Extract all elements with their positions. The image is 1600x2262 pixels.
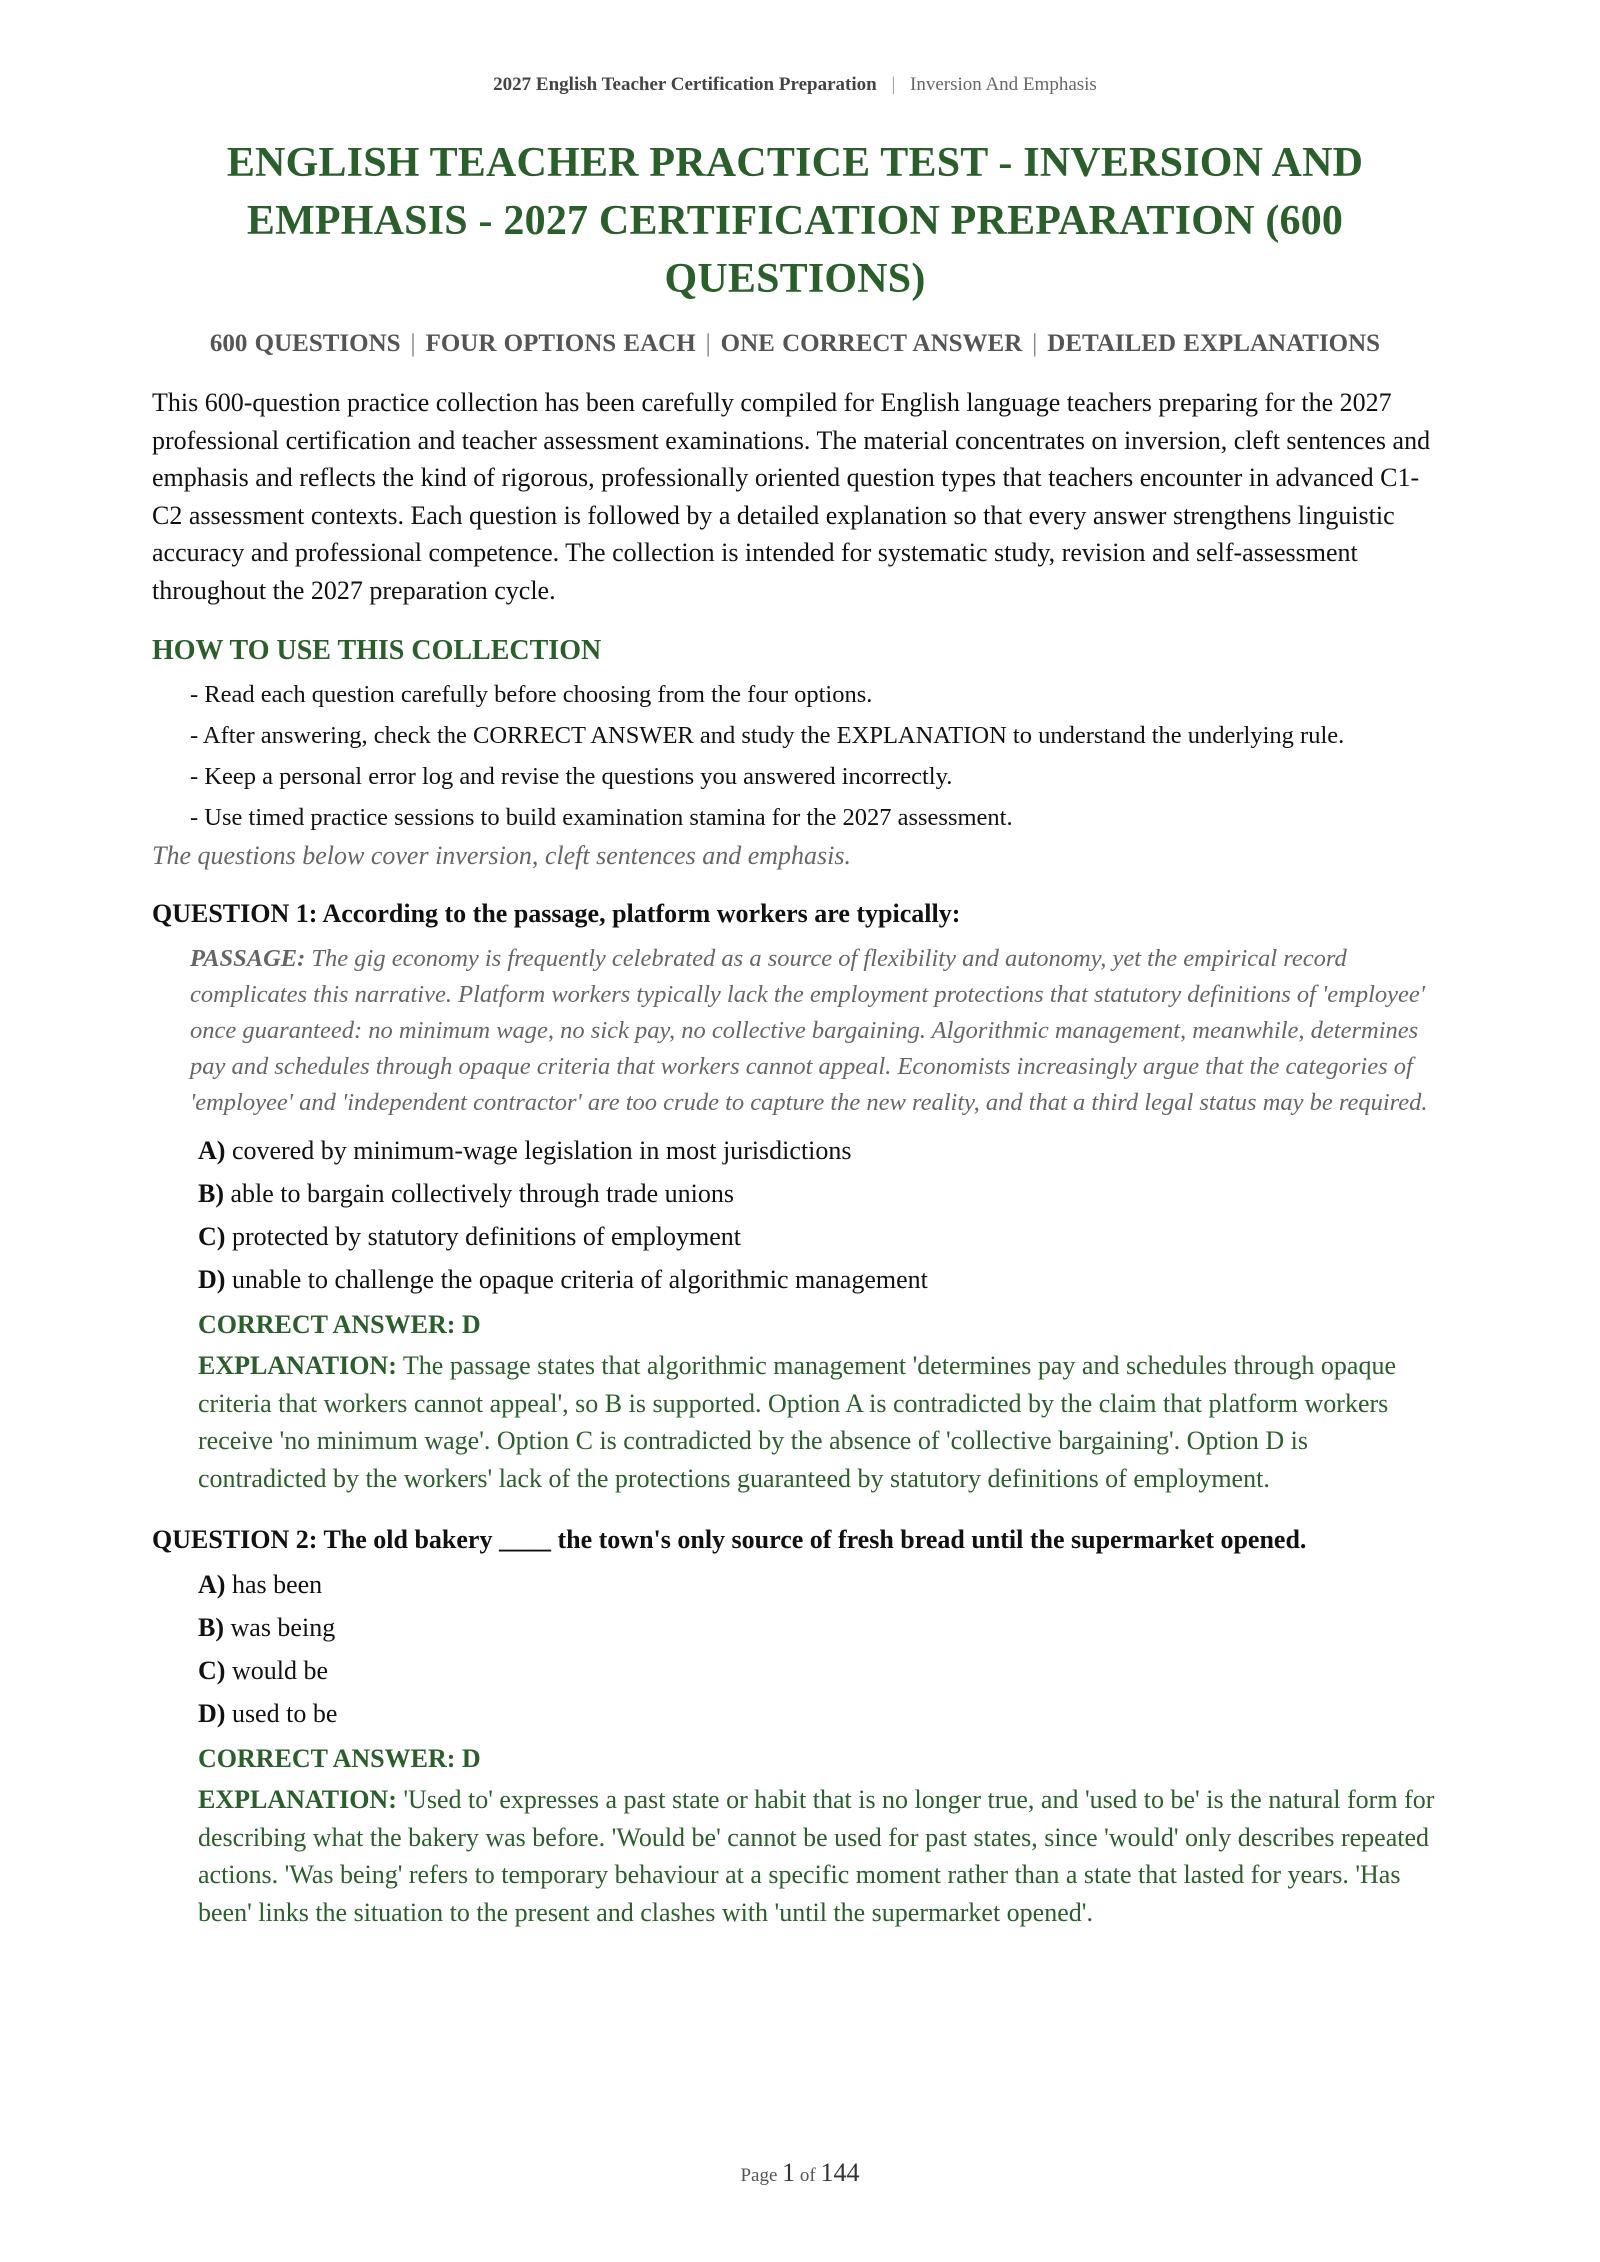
total-pages: 144: [820, 2158, 860, 2187]
option-d: [198, 1258, 1438, 1301]
subtitle-item: 600 QUESTIONS: [209, 330, 401, 357]
option-d: [198, 1692, 1438, 1735]
option-letter: D): [198, 1265, 226, 1294]
explanation: [198, 1781, 1438, 1931]
header-separator: |: [891, 74, 896, 95]
answer-options: [198, 1129, 1438, 1301]
passage-text: The gig economy is frequently celebrated as a source of flexibility and autonomy, yet the empirical record complicates this narrative. Platform workers typically lack the employment protections that statutory definitions of 'employee' once guaranteed: no minimum wage, no sick pay, no collective bargaining. Algorithmic management, meanwhile, determines pay and schedules through opaque criteria that workers cannot appeal. Economists increasingly argue that the categories of 'employee' and 'independent contractor' are too crude to capture the new reality, and that a third legal status may be required.: [190, 945, 1428, 1116]
subtitle-separator: |: [1032, 330, 1038, 357]
option-c: [198, 1215, 1438, 1258]
question-stem: QUESTION 2: The old bakery ____ the town's only source of fresh bread until the supermarket opened.: [152, 1525, 1307, 1554]
document-page: [152, 0, 1438, 1931]
subtitle-item: FOUR OPTIONS EACH: [425, 330, 696, 357]
option-b: [198, 1172, 1438, 1215]
page-footer: [0, 2158, 1600, 2188]
subtitle-item: DETAILED EXPLANATIONS: [1047, 330, 1381, 357]
correct-answer: CORRECT ANSWER: D: [198, 1310, 481, 1339]
option-text: would be: [231, 1656, 328, 1685]
option-text: protected by statutory definitions of employment: [231, 1222, 741, 1251]
option-a: [198, 1129, 1438, 1172]
list-item: - Read each question carefully before choosing from the four options.: [190, 681, 873, 708]
correct-answer: CORRECT ANSWER: D: [198, 1744, 481, 1773]
explanation-text: 'Used to' expresses a past state or habit that is no longer true, and 'used to be' is the natural form for describing what the bakery was before. 'Would be' cannot be used for past states, since 'would' only describes repeated actions. 'Was being' refers to temporary behaviour at a specific moment rather than a state that lasted for years. 'Has been' links the situation to the present and clashes with 'until the supermarket opened'.: [198, 1785, 1435, 1927]
option-b: [198, 1606, 1438, 1649]
subtitle-separator: |: [410, 330, 416, 357]
explanation-text: The passage states that algorithmic management 'determines pay and schedules through opaque criteria that workers cannot appeal', so B is supported. Option A is contradicted by the claim that platform workers receive 'no minimum wage'. Option C is contradicted by the absence of 'collective bargaining'. Option D is contradicted by the workers' lack of the protections guaranteed by statutory definitions of employment.: [198, 1351, 1396, 1493]
option-letter: C): [198, 1222, 226, 1251]
page-word: Page: [740, 2165, 778, 2186]
option-text: has been: [231, 1570, 323, 1599]
passage-label: PASSAGE:: [190, 945, 306, 972]
of-word: of: [799, 2165, 816, 2186]
header-series-title: 2027 English Teacher Certification Preparation: [493, 74, 877, 95]
intro-paragraph: This 600-question practice collection has been carefully compiled for English language teachers preparing for the 2027 professional certification and teacher assessment examinations. The material concentrates on inversion, cleft sentences and emphasis and reflects the kind of rigorous, professionally oriented question types that teachers encounter in advanced C1-C2 assessment contexts. Each question is followed by a detailed explanation so that every answer strengthens linguistic accuracy and professional competence. The collection is intended for systematic study, revision and self-assessment throughout the 2027 preparation cycle.: [152, 388, 1431, 605]
option-text: unable to challenge the opaque criteria of algorithmic management: [231, 1265, 928, 1294]
how-to-use-list: [152, 677, 1438, 835]
answer-options: [198, 1563, 1438, 1735]
option-letter: B): [198, 1179, 224, 1208]
subtitle-item: ONE CORRECT ANSWER: [720, 330, 1023, 357]
subtitle-separator: |: [705, 330, 711, 357]
option-text: used to be: [231, 1699, 338, 1728]
option-text: was being: [230, 1613, 336, 1642]
option-letter: A): [198, 1570, 226, 1599]
list-item: - Keep a personal error log and revise the questions you answered incorrectly.: [190, 763, 953, 790]
explanation-label: EXPLANATION:: [198, 1351, 397, 1380]
question-2: [152, 1525, 1438, 1931]
option-a: [198, 1563, 1438, 1606]
current-page-number: 1: [782, 2158, 796, 2187]
option-letter: A): [198, 1136, 226, 1165]
question-stem: QUESTION 1: According to the passage, platform workers are typically:: [152, 899, 961, 928]
reading-passage: [190, 941, 1438, 1121]
explanation-label: EXPLANATION:: [198, 1785, 397, 1814]
document-title: ENGLISH TEACHER PRACTICE TEST - INVERSION AND EMPHASIS - 2027 CERTIFICATION PREPARATION (600 QUESTIONS): [226, 140, 1364, 302]
header-topic: Inversion And Emphasis: [910, 74, 1097, 95]
option-letter: D): [198, 1699, 226, 1728]
option-letter: B): [198, 1613, 224, 1642]
how-to-use-heading: HOW TO USE THIS COLLECTION: [152, 635, 602, 666]
option-text: covered by minimum-wage legislation in most jurisdictions: [231, 1136, 852, 1165]
list-item: - After answering, check the CORRECT ANSWER and study the EXPLANATION to understand the underlying rule.: [190, 722, 1345, 749]
explanation: [198, 1347, 1438, 1497]
option-text: able to bargain collectively through trade unions: [230, 1179, 734, 1208]
subtitle-bar: [152, 330, 1438, 358]
coverage-note: The questions below cover inversion, cleft sentences and emphasis.: [152, 841, 851, 870]
running-header: [152, 74, 1438, 96]
option-c: [198, 1649, 1438, 1692]
list-item: - Use timed practice sessions to build examination stamina for the 2027 assessment.: [190, 804, 1013, 831]
option-letter: C): [198, 1656, 226, 1685]
question-1: [152, 899, 1438, 1497]
